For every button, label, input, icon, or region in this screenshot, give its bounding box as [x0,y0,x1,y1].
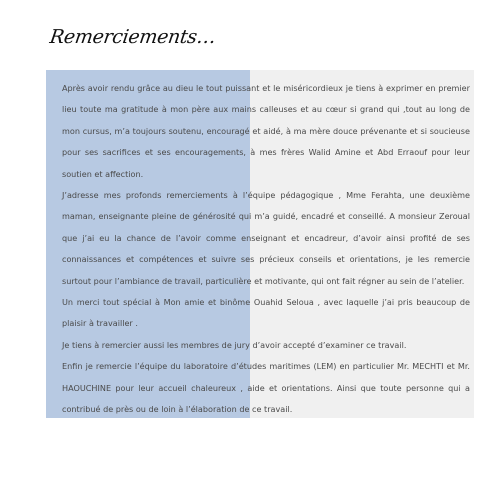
page-title: Remerciements… [48,26,218,48]
paragraph: Après avoir rendu grâce au dieu le tout puissant et le miséricordieux je tiens à exprimer en premier lieu toute ma gratitude à mon père aux mains calleuses et au cœur si grand qui ,tout au long de mon cursus, m’a toujours soutenu, encouragé et aidé, à ma mère douce prévenante et si soucieuse pour ses sacrifices et ses encouragements, à mes frères Walid Amine et Abd Erraouf pour leur soutien et affection. [62,83,470,179]
paragraph: Je tiens à remercier aussi les membres de jury d’avoir accepté d’examiner ce travail. [62,339,407,350]
paragraph: Enfin je remercie l’équipe du laboratoire d’études maritimes (LEM) en particulier Mr. MECHTI et Mr. HAOUCHINE pour leur accueil chaleureux , aide et orientations. Ainsi que toute personne qui a contribué de près ou de loin à l’élaboration de ce travail. [62,361,470,415]
acknowledgements-text [62,78,470,421]
paragraph: J’adresse mes profonds remerciements à l’équipe pédagogique , Mme Ferahta, une deuxième maman, enseignante pleine de générosité qui m’a guidé, encadré et conseillé. A monsieur Zeroual que j’ai eu la chance de l’avoir comme enseignant et encadreur, d’avoir ainsi profité de ses connaissances et compétences et suivre ses précieux conseils et orientations, je les remercie surtout pour l’ambiance de travail, particulière et motivante, qui ont fait régner au sein de l’atelier. [62,190,470,286]
paragraph: Un merci tout spécial à Mon amie et binôme Ouahid Seloua , avec laquelle j’ai pris beaucoup de plaisir à travailler . [62,297,470,329]
